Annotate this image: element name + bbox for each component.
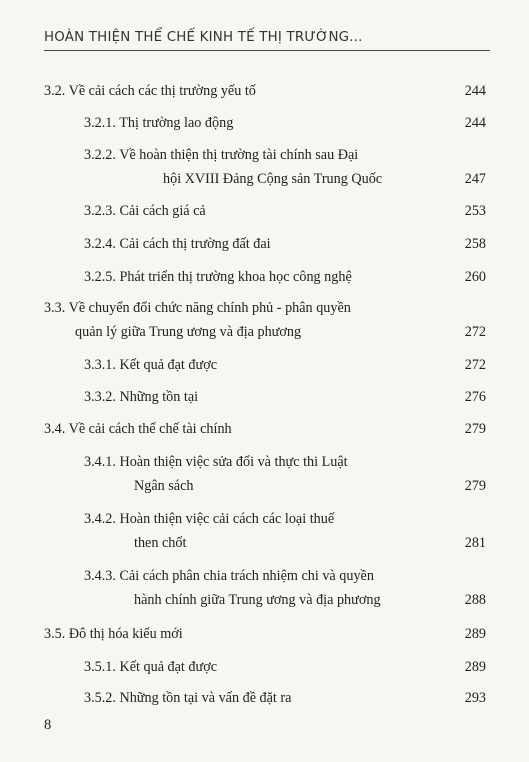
toc-entry-3-2-4: 3.2.4. Cải cách thị trường đất đai xyxy=(84,236,271,252)
toc-entry-3-2-2-cont: hội XVIII Đảng Cộng sản Trung Quốc xyxy=(163,171,383,187)
running-header: HOÀN THIỆN THỂ CHẾ KINH TẾ THỊ TRƯỜNG... xyxy=(44,30,363,45)
toc-page-3-4-1: 279 xyxy=(464,478,486,494)
toc-page-3-4-3: 288 xyxy=(464,592,486,608)
toc-entry-3-5-1: 3.5.1. Kết quả đạt được xyxy=(84,659,217,675)
toc-entry-3-2-3: 3.2.3. Cải cách giá cả xyxy=(84,203,206,219)
toc-page-3-5: 289 xyxy=(464,626,486,642)
toc-page-3-4-2: 281 xyxy=(464,535,486,551)
toc-entry-3-3-cont: quản lý giữa Trung ương và địa phương xyxy=(75,324,302,340)
toc-page-3-2: 244 xyxy=(464,83,486,99)
toc-entry-3-4-3: 3.4.3. Cải cách phân chia trách nhiệm chi và quyền xyxy=(84,568,374,584)
toc-entry-3-4: 3.4. Về cải cách thể chế tài chính xyxy=(44,421,232,437)
toc-page-3-2-2: 247 xyxy=(464,171,486,187)
toc-entry-3-2: 3.2. Về cải cách các thị trường yếu tố xyxy=(44,83,256,99)
toc-entry-3-5-2: 3.5.2. Những tồn tại và vấn đề đặt ra xyxy=(84,690,292,706)
toc-entry-3-3-1: 3.3.1. Kết quả đạt được xyxy=(84,357,217,373)
toc-entry-3-2-5: 3.2.5. Phát triển thị trường khoa học công nghệ xyxy=(84,269,352,285)
toc-page-3-2-4: 258 xyxy=(464,236,486,252)
toc-entry-3-2-2: 3.2.2. Về hoàn thiện thị trường tài chính sau Đại xyxy=(84,147,359,163)
toc-entry-3-2-1: 3.2.1. Thị trường lao động xyxy=(84,115,234,131)
toc-page-3-3-1: 272 xyxy=(464,357,486,373)
toc-entry-3-5: 3.5. Đô thị hóa kiểu mới xyxy=(44,626,183,642)
toc-entry-3-3: 3.3. Về chuyển đổi chức năng chính phủ - phân quyền xyxy=(44,300,351,316)
toc-entry-3-4-2: 3.4.2. Hoàn thiện việc cải cách các loại thuế xyxy=(84,511,335,527)
toc-page-3-5-1: 289 xyxy=(464,659,486,675)
toc-entry-3-4-3-cont: hành chính giữa Trung ương và địa phương xyxy=(134,592,381,608)
toc-page-3-3-2: 276 xyxy=(464,389,486,405)
toc-page-3-4: 279 xyxy=(464,421,486,437)
toc-entry-3-4-1: 3.4.1. Hoàn thiện việc sửa đổi và thực thi Luật xyxy=(84,454,348,470)
toc-entry-3-4-2-cont: then chốt xyxy=(134,535,187,551)
toc-page-3-5-2: 293 xyxy=(464,690,486,706)
toc-entry-3-3-2: 3.3.2. Những tồn tại xyxy=(84,389,199,405)
toc-entry-3-4-1-cont: Ngân sách xyxy=(134,478,194,494)
toc-page-3-2-1: 244 xyxy=(464,115,486,131)
header-rule xyxy=(44,50,490,51)
toc-page-3-2-3: 253 xyxy=(464,203,486,219)
page-number: 8 xyxy=(44,717,52,733)
toc-page-3-3: 272 xyxy=(464,324,486,340)
toc-page-3-2-5: 260 xyxy=(464,269,486,285)
